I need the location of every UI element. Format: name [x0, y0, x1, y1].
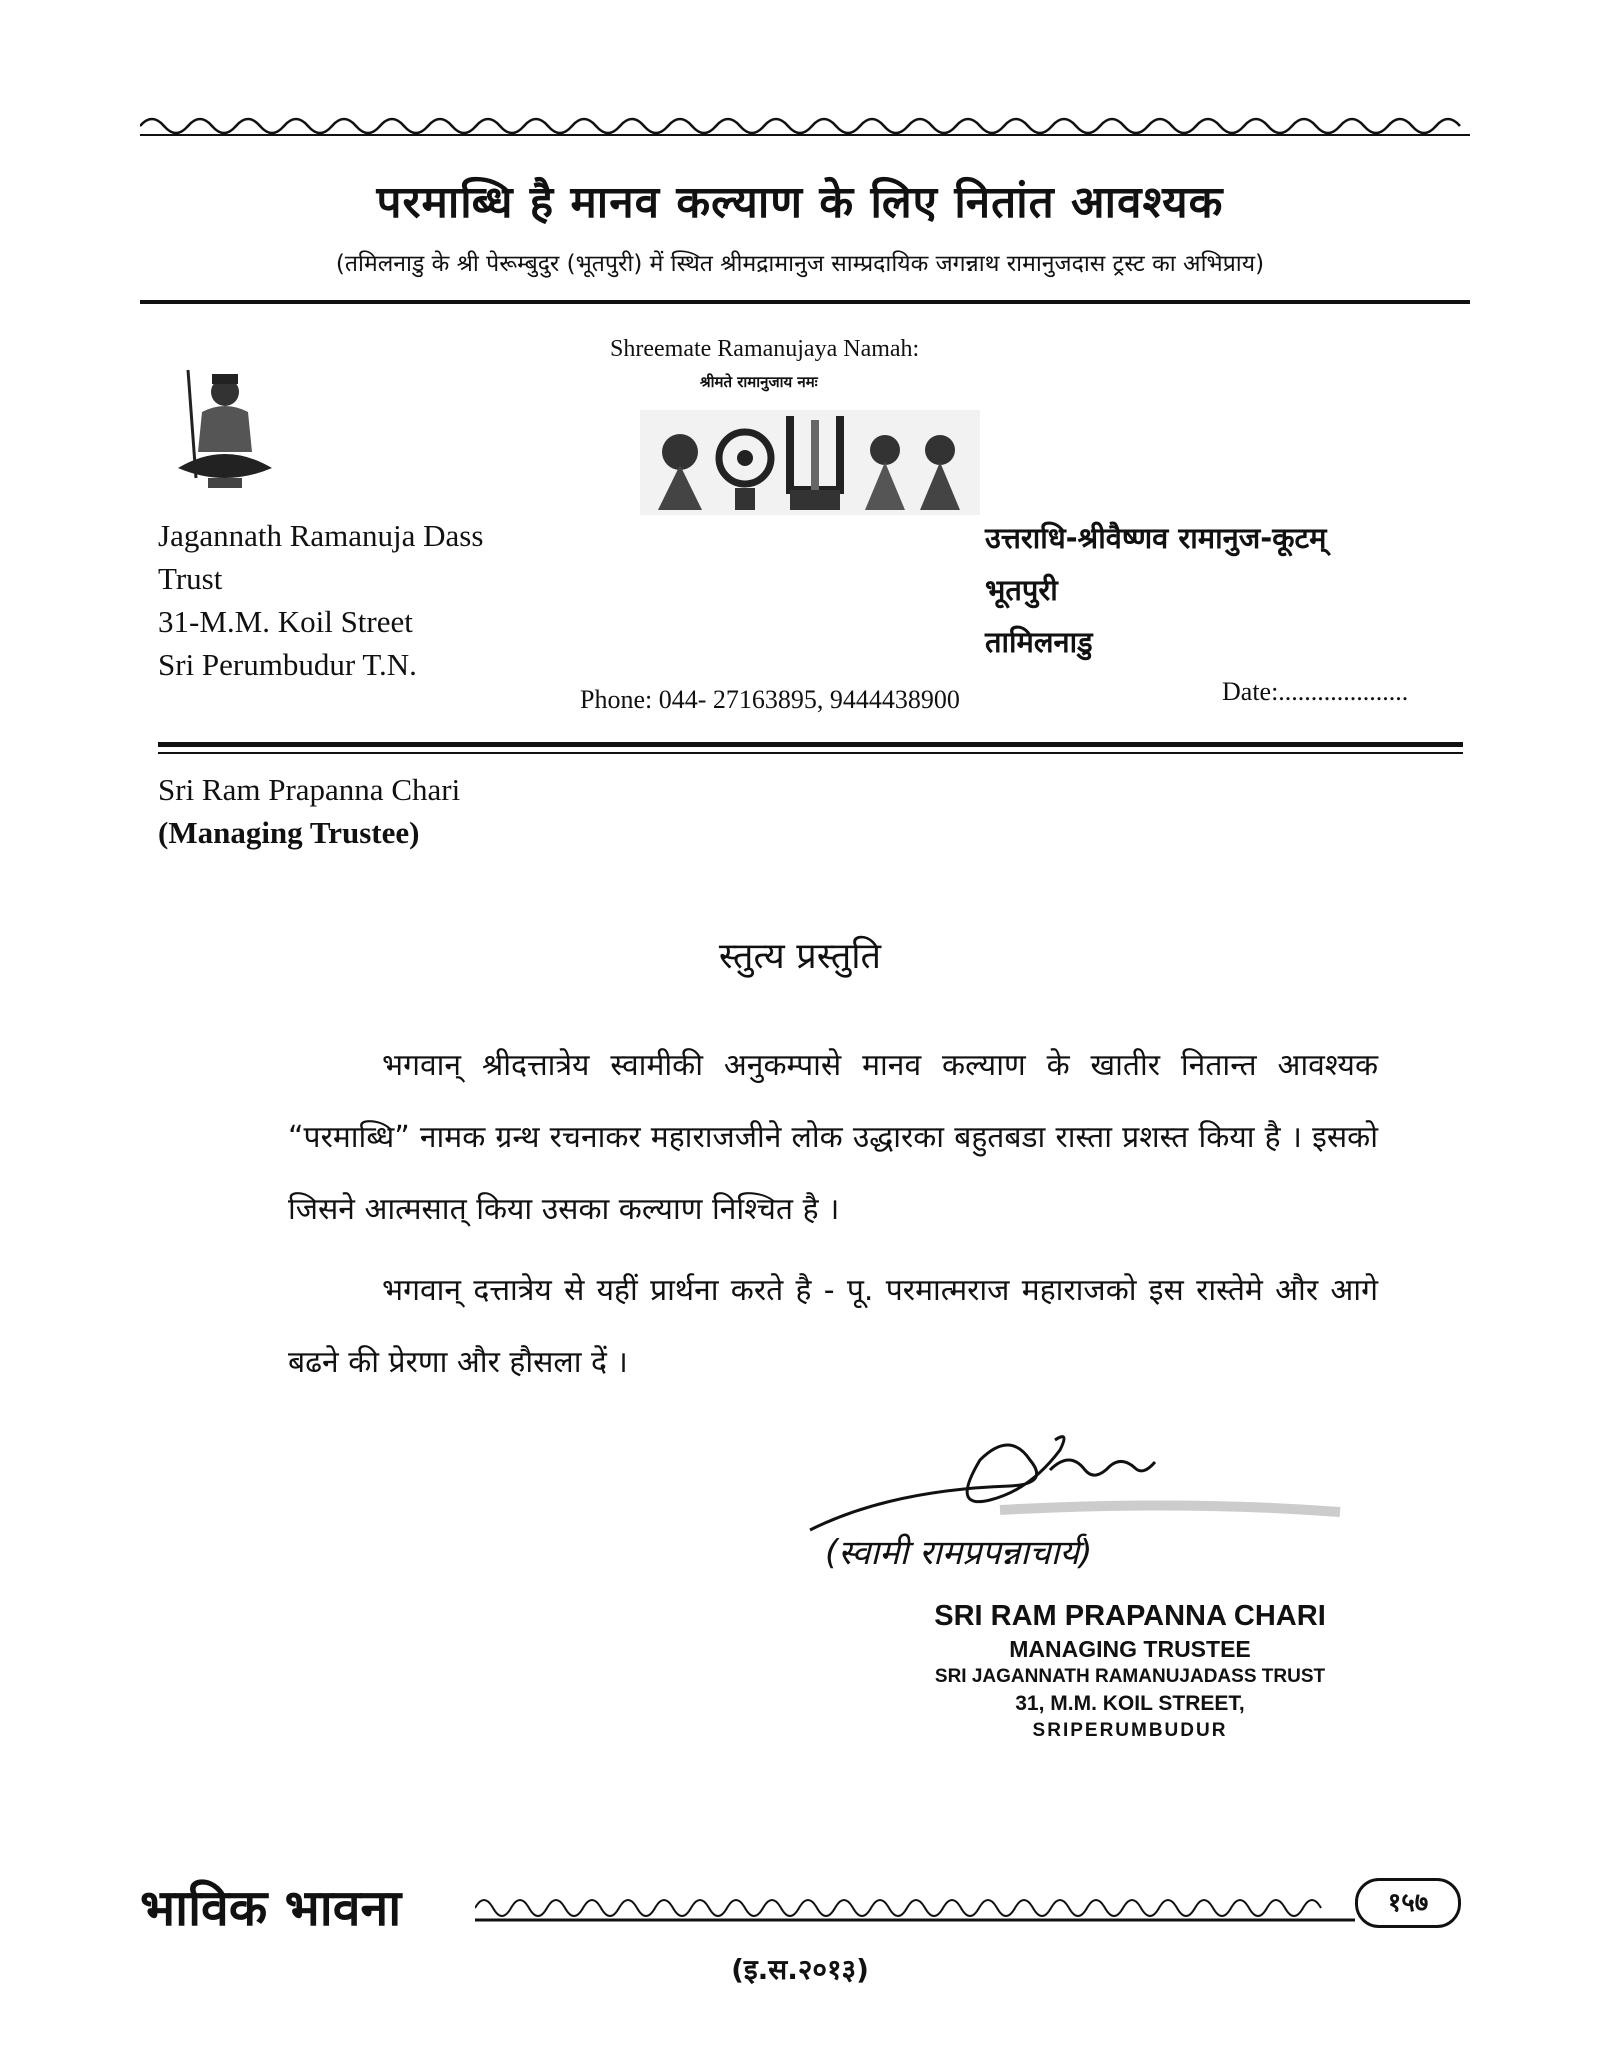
paragraph-2-text: भगवान् दत्तात्रेय से यहीं प्रार्थना करते है - पू. परमात्मराज महाराजको इस रास्तेमे और आगे बढने की प्रेरणा और हौसला दें ।	[288, 1273, 1378, 1380]
right-address-line3: तामिलनाडु	[985, 625, 1093, 659]
letterhead-divider-thin	[158, 752, 1463, 754]
date-field: Date:....................	[1222, 677, 1409, 706]
stamp-name: SRI RAM PRAPANNA CHARI	[934, 1600, 1326, 1632]
page-number: १५७	[1387, 1888, 1429, 1918]
right-address-line1: उत्तराधि-श्रीवैष्णव रामानुज-कूटम्	[985, 521, 1327, 555]
right-address-line2: भूतपुरी	[985, 573, 1058, 607]
address-line2: Sri Perumbudur T.N.	[158, 647, 417, 682]
letter-paragraph-2	[288, 1255, 1378, 1399]
address-line1: 31-M.M. Koil Street	[158, 604, 413, 639]
signature-scribble	[800, 1420, 1360, 1540]
header-divider	[140, 300, 1470, 304]
signature-handwritten-name: (स्वामी रामप्रपन्नाचार्य)	[825, 1533, 1093, 1573]
letter-heading: स्तुत्य प्रस्तुति	[718, 936, 882, 977]
paragraph-1-text: भगवान् श्रीदत्तात्रेय स्वामीकी अनुकम्पासे मानव कल्याण के खातीर नितान्त आवश्यक “परमाब्धि” नामक ग्रन्थ रचनाकर महाराजजीने लोक उद्धारका बहुतबडा रास्ता प्रशस्त किया है । इसको जिसने आत्मसात् किया उसका कल्याण निश्चित है ।	[288, 1048, 1378, 1227]
page-number-badge	[1355, 1878, 1461, 1928]
seated-saint-illustration	[160, 360, 290, 500]
phone-number: Phone: 044- 27163895, 9444438900	[580, 685, 960, 714]
page-subtitle: (तमिलनाडु के श्री पेरूम्बुदुर (भूतपुरी) में स्थित श्रीमद्रामानुज साम्प्रदायिक जगन्नाथ रामानुजदास ट्रस्ट का अभिप्राय)	[335, 251, 1265, 277]
footer-wave-border	[475, 1886, 1355, 1926]
letterhead-divider-thick	[158, 742, 1463, 747]
stamp-title: MANAGING TRUSTEE	[1009, 1636, 1251, 1662]
stamp-street: 31, M.M. KOIL STREET,	[1015, 1692, 1245, 1715]
page-title: परमाब्धि है मानव कल्याण के लिए नितांत आवश्यक	[376, 177, 1224, 228]
top-wave-border	[140, 108, 1470, 138]
trustee-name: Sri Ram Prapanna Chari	[158, 772, 461, 807]
trust-name-line2: Trust	[158, 561, 223, 596]
footer-book-title: भाविक भावना	[140, 1879, 402, 1937]
stamp-trust: SRI JAGANNATH RAMANUJADASS TRUST	[934, 1666, 1326, 1687]
invocation-hindi: श्रीमते रामानुजाय नमः	[700, 373, 818, 391]
trust-name-line1: Jagannath Ramanuja Dass	[158, 518, 484, 553]
deities-illustration	[640, 410, 980, 515]
stamp-city: SRIPERUMBUDUR	[1032, 1720, 1228, 1741]
letter-paragraph-1	[288, 1030, 1378, 1246]
invocation-english: Shreemate Ramanujaya Namah:	[610, 336, 920, 362]
trustee-title: (Managing Trustee)	[158, 815, 420, 850]
footer-year: (इ.स.२०१३)	[731, 1953, 869, 1986]
